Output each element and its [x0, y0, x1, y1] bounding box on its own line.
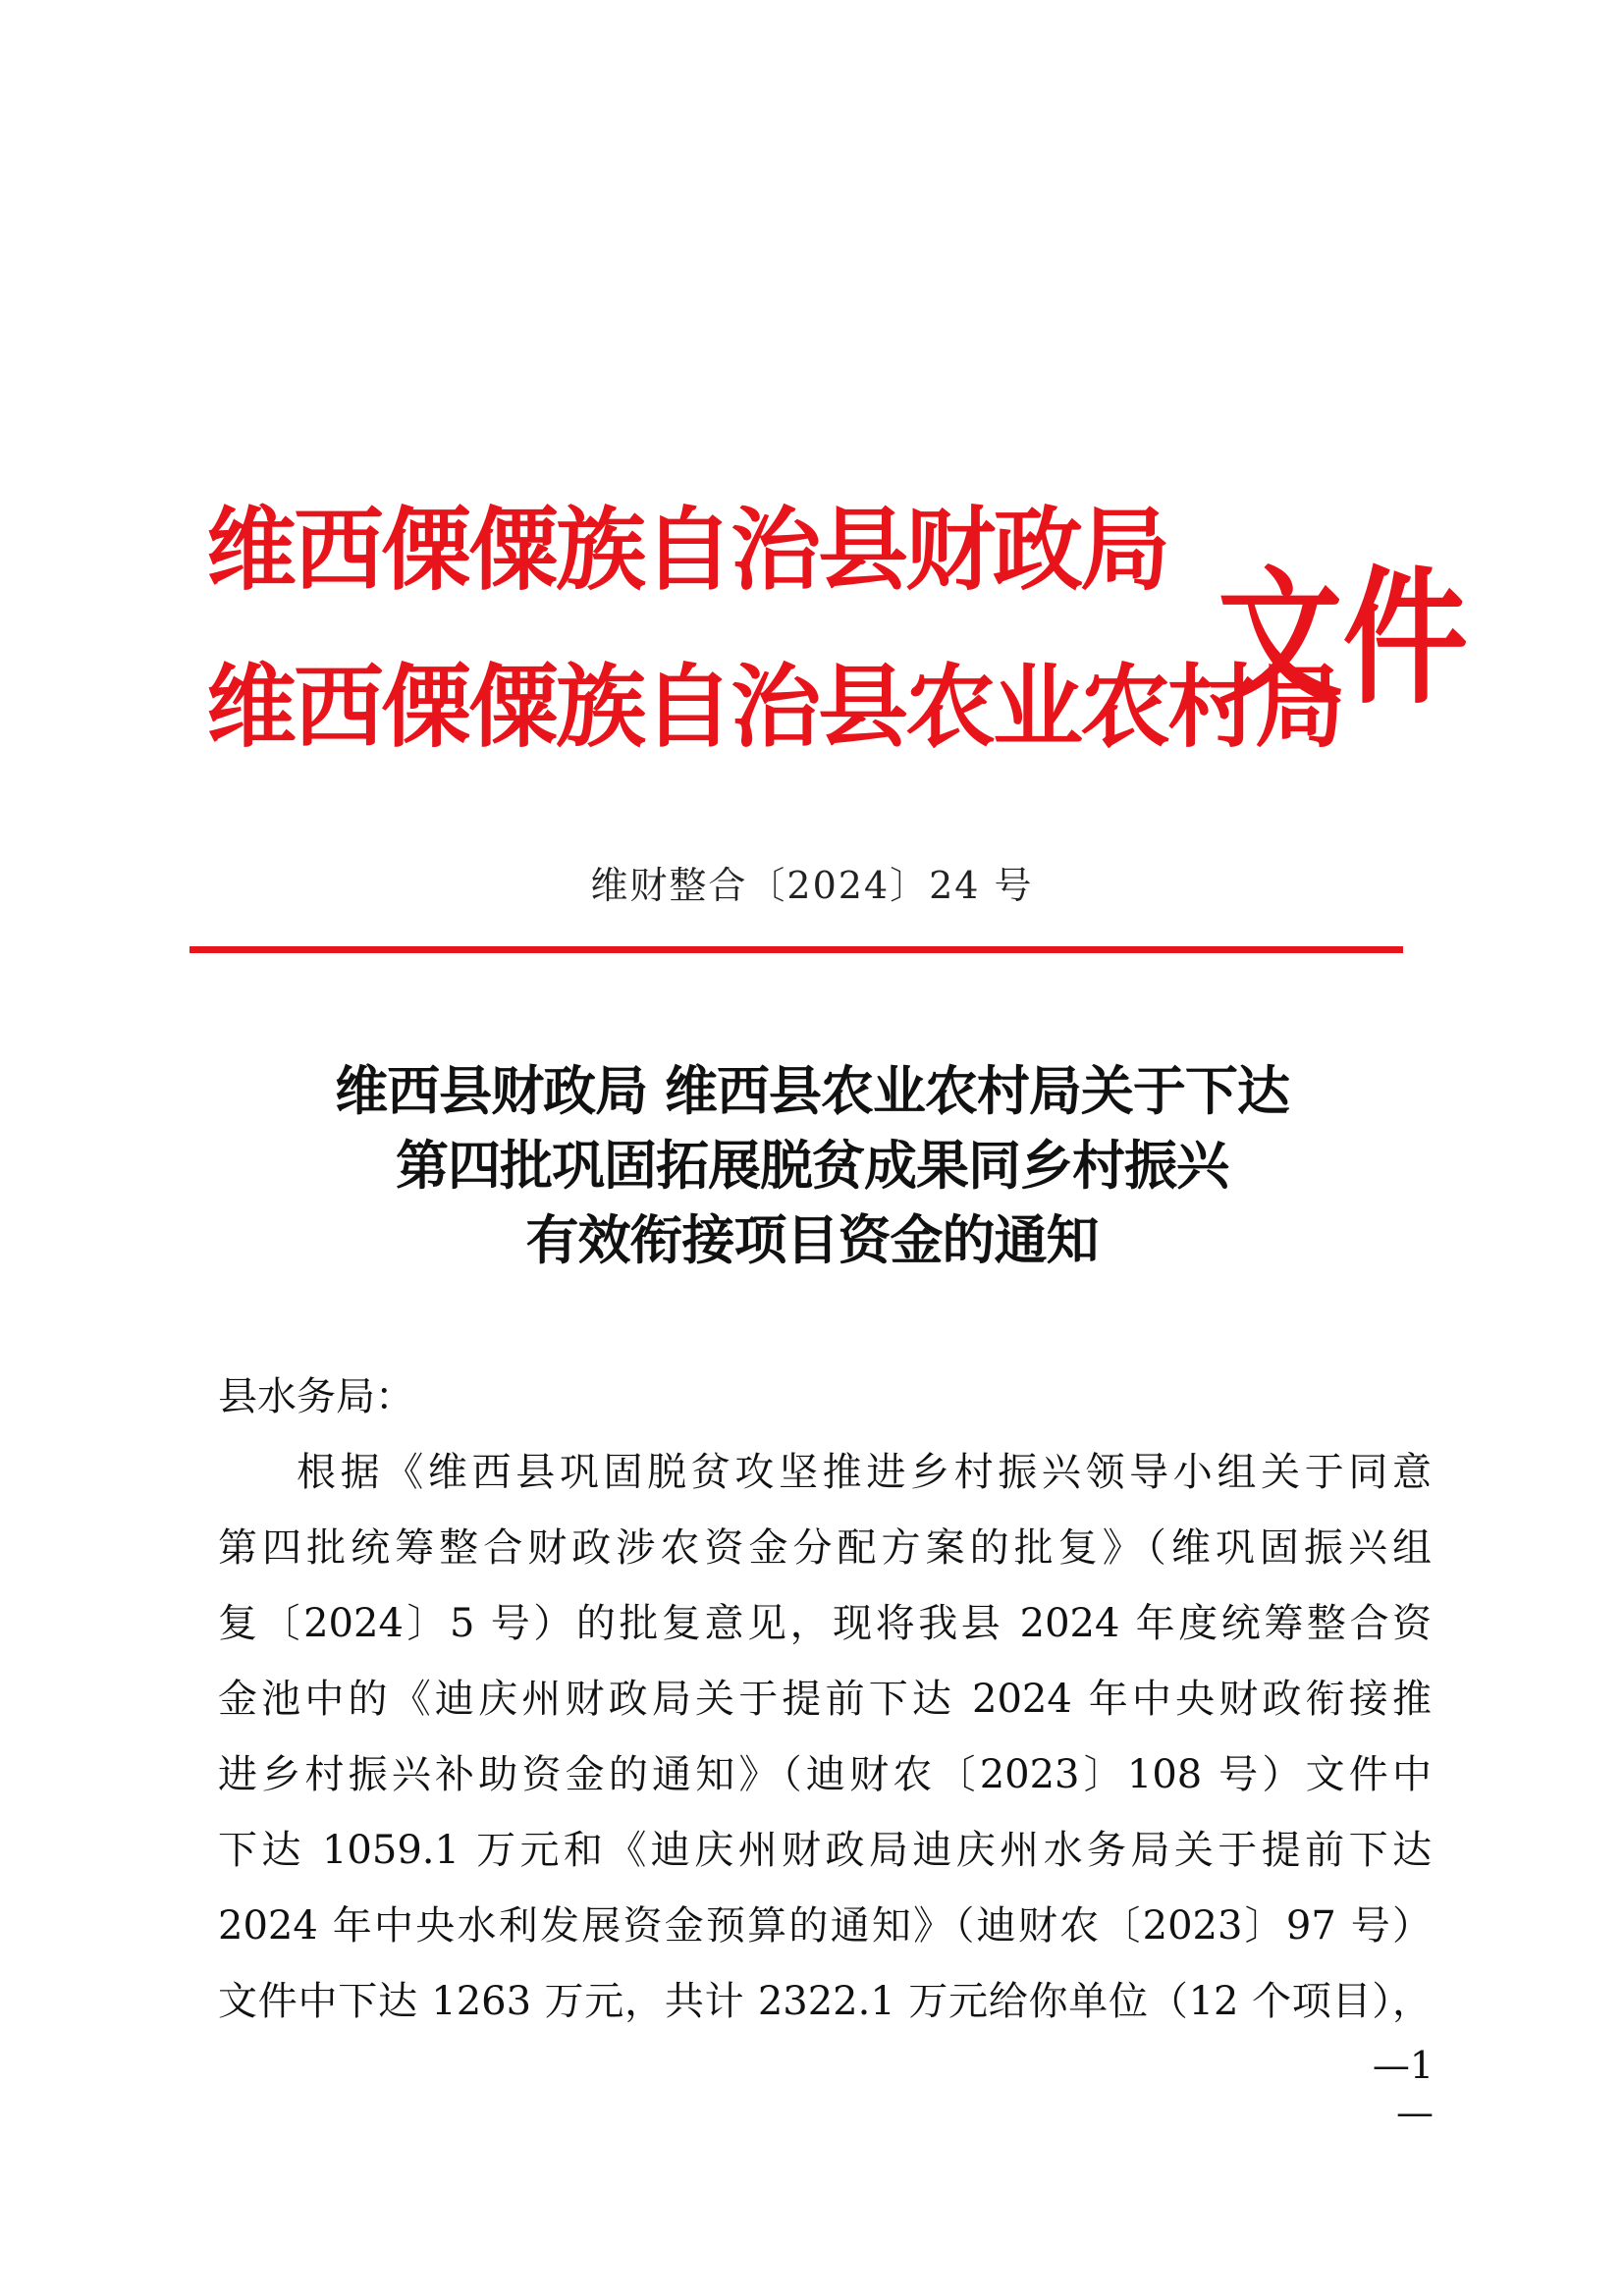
body-line: 根据《维西县巩固脱贫攻坚推进乡村振兴领导小组关于同意: [297, 1450, 1432, 1495]
body-line: 下达 1059.1 万元和《迪庆州财政局迪庆州水务局关于提前下达: [218, 1828, 1432, 1873]
issuer-finance-bureau: 维西傈僳族自治县财政局: [206, 497, 1168, 603]
body-line: 第四批统筹整合财政涉农资金分配方案的批复》（维巩固振兴组: [218, 1525, 1432, 1571]
body-line: 复〔2024〕5 号）的批复意见，现将我县 2024 年度统筹整合资: [218, 1601, 1432, 1646]
red-header: [206, 496, 1469, 780]
page-number: —1—: [1372, 2044, 1434, 2134]
title-line-2: 第四批巩固拓展脱贫成果同乡村振兴: [396, 1134, 1228, 1197]
body-line: 文件中下达 1263 万元，共计 2322.1 万元给你单位（12 个项目），: [218, 1979, 1432, 2024]
title-line-1: 维西县财政局 维西县农业农村局关于下达: [335, 1059, 1289, 1122]
red-separator-line: [189, 946, 1403, 953]
body-line: 进乡村振兴补助资金的通知》（迪财农〔2023〕108 号）文件中: [218, 1752, 1432, 1797]
issuer-agriculture-bureau: 维西傈僳族自治县农业农村局: [206, 654, 1343, 760]
title-line-3: 有效衔接项目资金的通知: [525, 1208, 1099, 1271]
body-line: 2024 年中央水利发展资金预算的通知》（迪财农〔2023〕97 号）: [218, 1903, 1432, 1949]
body-line: 金池中的《迪庆州财政局关于提前下达 2024 年中央财政衔接推: [218, 1677, 1432, 1722]
salutation: 县水务局：: [218, 1374, 414, 1419]
document-number: 维财整合〔2024〕24 号: [590, 864, 1034, 907]
document-type-label: 文件: [1218, 552, 1469, 724]
